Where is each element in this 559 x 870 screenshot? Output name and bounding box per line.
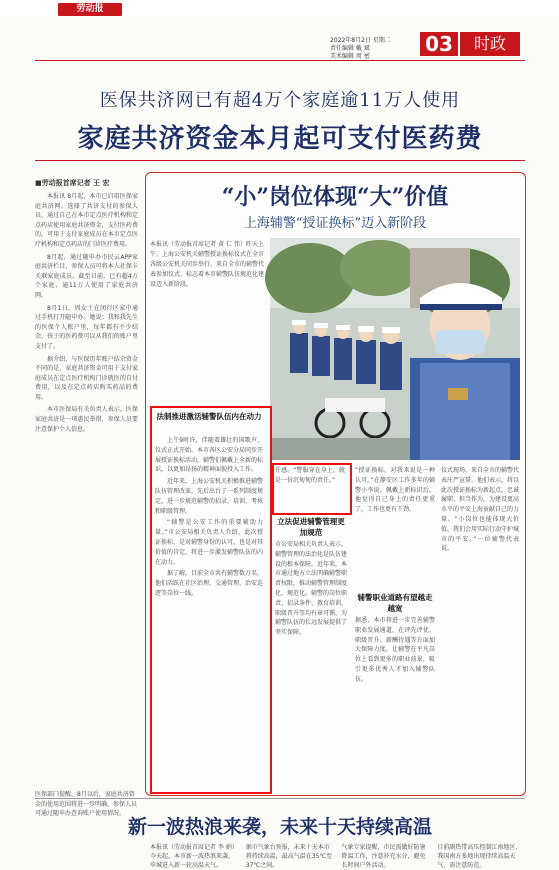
section-name: 时政 [460, 32, 520, 56]
lead-continuation: 医保部门提醒，8月以后，家庭共济资金的使用范围将进一步明确，参保人员可通过随申办查询账户使用情况。 [35, 791, 138, 818]
feature-title: “小”岗位体现“大”价值 [221, 184, 449, 210]
section1-heading: 法制推进激活辅警队伍内在动力 [156, 412, 262, 421]
section1-paragraph: 近年来，上海公安机关积极推进辅警队伍管理改革，先后出台了一系列制度规定，进一步规范辅警的招录、培训、考核和职级管理。 [155, 478, 264, 515]
editor-line: 责任编辑 戴 斌 [330, 45, 370, 52]
feature-photo [270, 238, 520, 460]
section1-paragraph: 据了解，目前全市共有辅警数万名，他们活跃在社区治理、交通管理、治安巡逻等岗位一线。 [155, 570, 264, 597]
top-rule [35, 60, 525, 61]
section3-heading: 辅警职业道路有望越走越宽 [357, 593, 433, 613]
bottom-column: 据市气象台预报，未来十天本市将持续高温，最高气温在35℃至37℃之间。 [245, 844, 333, 869]
section1-paragraph: “辅警是公安工作的重要辅助力量。”市公安局相关负责人介绍，此次授证换标，是对辅警身份的认可，也是对其价值的肯定，将进一步激发辅警队伍的内在动力。 [155, 519, 264, 566]
lead-body [35, 192, 138, 787]
bottom-column: 本报讯（劳动报首席记者 李 娟）今天起，本市新一波热浪来袭，申城进入新一轮高温天气。 [150, 844, 235, 869]
page-number: 03 [420, 32, 458, 56]
newspaper-logo: 劳动报 [58, 3, 122, 16]
column4-text: 仪式现场，来自全市的辅警代表庄严宣誓。他们表示，将以此次授证换标为新起点，忠诚履职、担当作为，为建设更高水平的平安上海贡献自己的力量。“小岗位也能体现大价值，我们会用实际行动守护城市的平安。”一位辅警代表说。 [441, 467, 520, 553]
section1-paragraph: 上午9时许，伴随着雄壮的国歌声，仪式正式开始。本市各区公安分局同步开展授证换标活动，辅警们佩戴上全新的标识，以更加昂扬的精神面貌投入工作。 [155, 437, 264, 474]
lead-paragraph: 8月起，通过随申办市民云APP家庭共济栏目，参保人员可将本人社保卡关联家庭成员。截至目前，已有超4万个家庭、逾11万人使用了家庭共济网。 [35, 253, 138, 299]
bottom-column: 气象专家提醒，市民需做好防暑降温工作，注意补充水分，避免长时间户外活动。 [341, 844, 426, 869]
lead-paragraph: 本报讯 8月起，本市已启用医保家庭共济网。选择了共济支付的参保人员，通过自己在本市定点医疗机构和定点药店使用家庭共济资金，支付医药费的，可用于支付家庭成员在本市定点医疗机构和定点药店的门诊医疗费用。 [35, 193, 138, 248]
bottom-column: 目前副热带高压控制江南地区，我国南方多地出现持续高温天气，需注意防范。 [437, 844, 522, 869]
bottom-story-body [150, 843, 525, 869]
date-line: 2022年8月2日 星期二 [330, 37, 391, 44]
section2-heading: 立法促进辅警管理更加规范 [277, 517, 345, 537]
lead-headline: 家庭共济资金本月起可支付医药费 [77, 124, 483, 154]
design-line: 美术编辑 周 密 [330, 53, 370, 60]
lead-paragraph: 8月1日，周女士在闵行区家中通过手机打开随申办。她说：我和我先生的医保个人账户里，每年都有不少结余，孩子的医药费可以从我们的账户里支付了。 [35, 304, 138, 350]
bottom-headline: 新一波热浪来袭，未来十天持续高温 [127, 816, 432, 838]
lead-paragraph: 据介绍，与医保历年账户结余资金不同的是，家庭共济资金可用于支付家庭成员在定点医疗机构门诊就医的自付费用，以及在定点药店购买药品的费用。 [35, 355, 138, 401]
police-group-photo [270, 238, 520, 460]
column2-top-text: 任感。“警服穿在身上，就是一份沉甸甸的责任。” [275, 467, 345, 484]
lead-byline: ■劳动报首席记者 王 宏 [35, 179, 110, 187]
bottom-rule [35, 798, 525, 799]
lead-paragraph: 本市医保局有关负责人表示，医保家庭共济是一项惠民举措，参保人员要注意保护个人信息。 [35, 406, 138, 433]
feature-intro: 本报讯（劳动报首席记者 黄 仁 伟）昨天上午，上海公安机关辅警授证换标仪式在全市各级公安机关同步举行。来自全市的辅警代表参加仪式，标志着本市辅警队伍规范化建设迈入新阶段。 [150, 241, 265, 288]
lead-subheadline: 医保共济网已有超4万个家庭逾11万人使用 [99, 90, 461, 111]
header-meta [330, 37, 420, 61]
mid-rule [35, 160, 525, 161]
feature-subtitle: 上海辅警“授证换标”迈入新阶段 [243, 216, 427, 231]
section2-body: 市公安局相关负责人表示，辅警管理的法治化是队伍建设的根本保障。近年来，本市通过地方立法明确辅警职责权限，推动辅警管理制度化、规范化。辅警的岗位职责、招录条件、教育培训、职级晋升等均有章可循，为辅警队伍的长远发展提供了坚实保障。 [275, 541, 348, 637]
section1-body [155, 436, 263, 786]
column3-text: “授证换标，对我来说是一种认可。”在静安区工作多年的辅警小李说。佩戴上新标识后，他觉得自己身上的责任更重了，工作也更有干劲。 [355, 467, 435, 514]
section3-body: 据悉，本市将进一步完善辅警职业发展通道，在评先评优、职级晋升、薪酬待遇等方面加大保障力度，让辅警在平凡岗位上看到更多的职业前景，吸引更多优秀人才加入辅警队伍。 [355, 617, 435, 683]
